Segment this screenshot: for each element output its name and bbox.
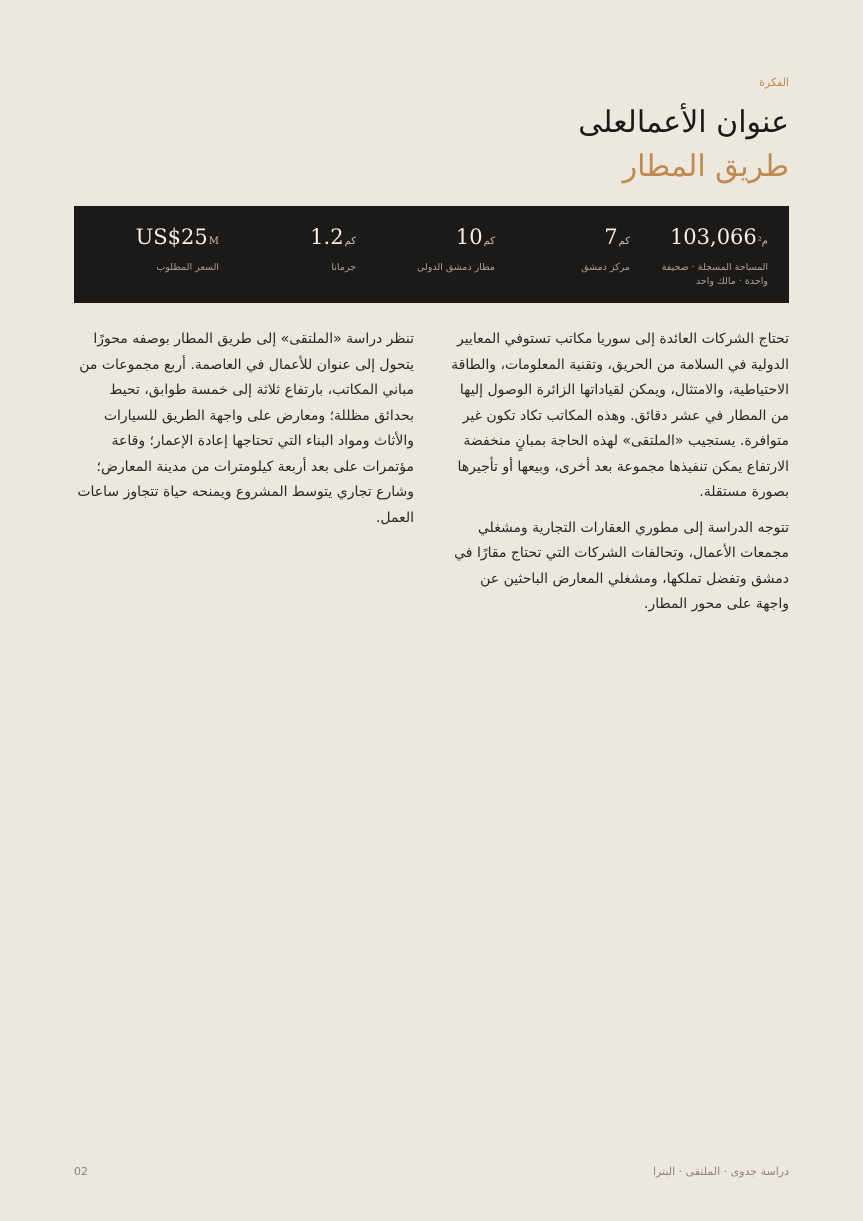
- page-subtitle: طريق المطار: [622, 149, 789, 184]
- stat-label: مطار دمشق الدولي: [416, 262, 495, 273]
- section-eyebrow: الفكرة: [759, 76, 789, 89]
- stat-value: 103,066م²: [669, 225, 768, 249]
- stat-value: 1.2كم: [310, 225, 356, 249]
- stat-value: US$25M: [135, 225, 219, 249]
- stat-unit: م²: [757, 236, 768, 247]
- stat-label: السعر المطلوب: [156, 262, 219, 273]
- stat-unit: كم: [483, 236, 495, 247]
- body-column-left: [449, 327, 789, 628]
- stat-jaramana: [266, 224, 356, 275]
- stat-registered-area: [648, 224, 768, 289]
- body-column-right: [74, 327, 414, 541]
- stats-bar: [74, 206, 789, 303]
- stat-unit: كم: [618, 236, 630, 247]
- page-number: 02: [74, 1165, 88, 1178]
- paragraph: تنظر دراسة «الملتقى» إلى طريق المطار بوصفه محورًا يتحول إلى عنوان للأعمال في العاصمة. أربع مجموعات من مباني المكاتب، بارتفاع ثلاثة إلى خمسة طوابق، تحيط بحدائق مظللة؛ ومعارض على واجهة الطريق للسيارات والأثاث ومواد البناء التي تحتاجها إعادة الإعمار؛ وقاعة مؤتمرات على بعد أربعة كيلومترات من مدينة المعارض؛ وشارع تجاري يتوسط المشروع ويمنحه حياة تتجاوز ساعات العمل.: [77, 331, 414, 526]
- page-title: عنوان الأعمالعلى: [578, 105, 789, 140]
- stat-asking-price: [99, 224, 219, 275]
- stat-value: 7كم: [604, 225, 630, 249]
- paragraph: تتوجه الدراسة إلى مطوري العقارات التجارية ومشغلي مجمعات الأعمال، وتحالفات الشركات التي تحتاج مقارًا في دمشق وتفضل تملكها، ومشغلي المعارض الباحثين عن واجهة على محور المطار.: [454, 519, 789, 612]
- footer-doc-label: دراسة جدوى · الملتقى · البترا: [653, 1165, 789, 1178]
- stat-damascus-center: [540, 224, 630, 275]
- stat-value: 10كم: [455, 225, 495, 249]
- stat-label: مركز دمشق: [581, 262, 630, 273]
- stat-label: جرمانا: [331, 262, 356, 273]
- stat-unit: M: [208, 236, 219, 247]
- stat-airport: [395, 224, 495, 275]
- stat-unit: كم: [344, 236, 356, 247]
- stat-label: المساحة المسجلة · صحيفة واحدة · مالك واحد: [661, 262, 768, 287]
- paragraph: تحتاج الشركات العائدة إلى سوريا مكاتب تستوفي المعايير الدولية في السلامة من الحريق، وتقنية المعلومات، والطاقة الاحتياطية، والامتثال، ويمكن لقياداتها الزائرة الوصول إليها من المطار في عشر دقائق. وهذه المكاتب تكاد تكون غير متوافرة. يستجيب «الملتقى» لهذه الحاجة بمبانٍ منخفضة الارتفاع يمكن تنفيذها مجموعة بعد أخرى، وبيعها أو تأجيرها بصورة مستقلة.: [451, 331, 789, 500]
